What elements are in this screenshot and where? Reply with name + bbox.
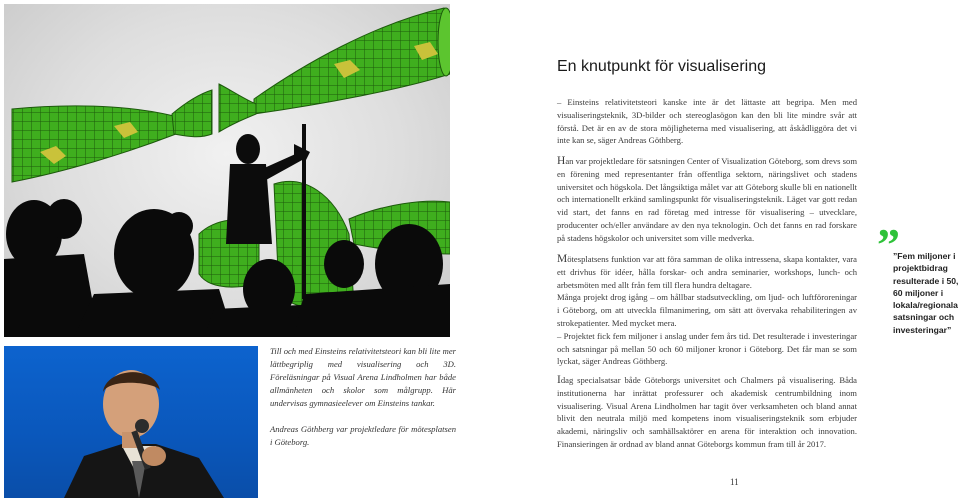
intro-text: – Einsteins relativitetsteori kanske inte är det lättaste att begripa. Men med visualiseringsteknik, 3D-bilder och stereoglasögon kan den bli lite mindre svår att förstå. Det är en av de stora möjligheterna med visualisering, att åskådliggöra det vi inte kan se, säger Andreas Göthberg. bbox=[557, 97, 857, 146]
page-number: 11 bbox=[730, 477, 739, 487]
speaker-photo-image bbox=[4, 346, 258, 498]
pull-quote: ”Fem miljoner i projektbidrag resulterade i 50, 60 miljoner i lokala/regionala satsningar och investeringar” bbox=[893, 251, 959, 335]
caption-lecture: Till och med Einsteins relativitetsteori kan bli lite mer lättbegriplig med visualisering och 3D. Föreläsningar på Visual Arena Lindholmen har både allmänheten och skolor som målgrupp. Här undervisas gymnasieelever om Einsteins tankar. bbox=[270, 346, 456, 408]
initial-letter: M bbox=[557, 253, 568, 265]
body-paragraph-3 bbox=[557, 253, 857, 368]
left-page bbox=[0, 0, 465, 500]
lecture-photo bbox=[4, 4, 450, 337]
quote-mark-icon: ” bbox=[877, 219, 900, 270]
article-headline: En knutpunkt för visualisering bbox=[557, 58, 766, 75]
paragraph-text: Många projekt drog igång – om hållbar stadsutveckling, om ljud- och luftföroreningar i Göteborg, om att utveckla filmanimering, om sätt att övervaka rehabiliteringen av strokepatienter. Med mycket mera. bbox=[557, 292, 857, 328]
intro-paragraph bbox=[557, 96, 857, 147]
body-paragraph-4 bbox=[557, 374, 857, 451]
caption-speaker: Andreas Göthberg var projektledare för mötesplatsen i Göteborg. bbox=[270, 424, 456, 447]
paragraph-text: dag specialsatsar både Göteborgs universitet och Chalmers på visualisering. Båda institutionerna har inrättat professurer och akademisk centrumbildning inom visualisering. Visual Arena Lindholmen har tagit över verksamheten och bland annat blivit den neutrala miljö med kompetens inom visualiseringsteknik som erbjuder akademi, näringsliv och samhällsaktörer en arena för interaktion och innovation. Finansieringen är ordnad av bland annat Göteborgs kommun fram till år 2017. bbox=[557, 375, 857, 449]
body-paragraph-2 bbox=[557, 155, 857, 245]
right-page bbox=[465, 0, 960, 500]
paragraph-text: ötesplatsens funktion var att föra samman de olika intressena, skapa kontakter, vara ett drivhus för idéer, hålla forskar- och andra seminarier, workshops, lunch- och arbetsmöten med allt från fem till flera hundra deltagare. bbox=[557, 254, 857, 290]
paragraph-text: an var projektledare för satsningen Center of Visualization Göteborg, som drevs som en förening med representanter från offentliga sektorn, näringslivet och stadens universitet och högskola. Det långsiktiga målet var att Göteborg skulle bli en nationellt och internationellt erkänd samlingspunkt för visualiseringsteknik. Läget var gott redan vid start, det fanns en rad företag med intresse för visualisering – utvecklare, producenter och/eller användare av den nya teknologin. Och det fanns en rad forskare på stadens högskolor och universitet som ville medverka. bbox=[557, 156, 857, 243]
initial-letter: I bbox=[557, 374, 561, 386]
lecture-photo-image bbox=[4, 4, 450, 337]
initial-letter: H bbox=[557, 155, 566, 167]
photo-caption bbox=[270, 345, 456, 462]
paragraph-text: – Projektet fick fem miljoner i anslag under fem års tid. Det resulterade i investeringar och satsningar på mellan 50 och 60 miljoner kronor i Göteborg. Det får man se som lyckat, säger Andreas Göthberg. bbox=[557, 330, 857, 367]
speaker-photo bbox=[4, 346, 258, 498]
